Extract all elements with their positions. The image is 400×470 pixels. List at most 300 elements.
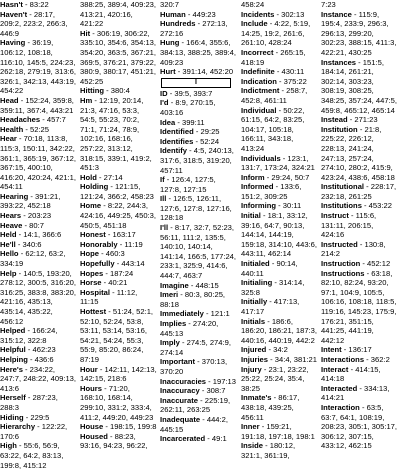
index-page-refs: - 52:25	[25, 124, 49, 134]
index-entry	[80, 182, 157, 201]
index-term: Identifies	[160, 136, 194, 146]
index-entry	[160, 396, 237, 415]
index-term: Initialing	[241, 278, 273, 288]
index-page-refs: - 452:12	[362, 259, 391, 269]
index-page-refs: - 444:2, 445:15	[160, 414, 228, 434]
index-page-refs: - 12:19, 20:14, 21:3, 47:16, 53:3, 54:5, 55:23, 70:2, 71:1, 71:24, 78:9, 102:16, 168:16, 257:22, 313:12, 318:15, 339:1, 419:2, 451:3	[80, 95, 152, 173]
index-term: Hitting	[80, 86, 105, 96]
index-entry	[241, 278, 318, 297]
index-term: Hope	[80, 249, 99, 259]
section-letter-header: I	[161, 78, 231, 88]
index-page-refs: - 449:23	[187, 9, 216, 19]
index-page-refs: - 126:5, 126:11, 127:6, 127:8, 127:16, 128:18	[160, 194, 232, 223]
index-page-refs: - 457:7	[42, 115, 66, 125]
index-term: Headaches	[0, 115, 41, 125]
index-term: Institution	[321, 124, 358, 134]
index-page-refs: - 115:9, 195:4, 233:9, 296:3, 296:13, 299:20, 302:23, 388:15, 411:3, 422:21, 430:25	[321, 9, 397, 57]
index-page-refs: - 142:11, 142:13, 142:15, 218:6	[80, 364, 157, 384]
index-term: Inner	[241, 422, 260, 432]
index-entry	[80, 307, 157, 365]
index-entry	[241, 441, 318, 460]
index-term: Identify	[160, 146, 188, 156]
index-page-refs: - 163:17	[107, 230, 136, 240]
index-entry	[0, 96, 77, 115]
index-entry	[80, 249, 157, 259]
index-term: Idea	[160, 117, 176, 127]
index-entry	[160, 0, 237, 10]
index-term: Hierarchy	[0, 422, 36, 432]
index-page-refs: - 391:21, 393:22, 452:18	[0, 191, 61, 211]
index-entry	[160, 386, 237, 396]
index-entry	[160, 89, 237, 99]
index-entry	[241, 173, 318, 183]
index-term: Held	[0, 230, 17, 240]
index-term: Hello	[0, 249, 19, 259]
index-term: Initial	[241, 211, 261, 221]
index-term: Identified	[160, 127, 194, 137]
index-entry	[321, 345, 398, 355]
index-term: Hearing	[0, 191, 29, 201]
index-entry	[160, 415, 237, 434]
index-term: Health	[0, 124, 24, 134]
index-page-refs: - 340:6	[17, 239, 42, 249]
index-term: Hottest	[80, 307, 107, 316]
index-entry	[160, 175, 237, 194]
index-entry	[321, 259, 398, 269]
index-entry	[321, 365, 398, 384]
index-term: Interaction	[321, 402, 360, 412]
index-page-refs: - 234:22, 247:7, 248:22, 409:13, 413:6	[0, 364, 77, 393]
index-entry	[80, 0, 157, 29]
index-term: Instead	[321, 115, 348, 125]
index-entry	[241, 86, 318, 105]
index-page-refs: 458:24	[241, 0, 265, 9]
index-entry	[321, 0, 398, 10]
index-page-refs: - 362:2	[366, 354, 390, 364]
index-page-refs: - 83:22	[25, 0, 49, 9]
index-term: Indefinite	[241, 67, 275, 77]
index-entry	[160, 357, 237, 376]
index-entry	[241, 297, 318, 316]
index-term: Instructions	[321, 268, 365, 278]
index-term: Hiding	[0, 412, 24, 422]
index-term: I'll	[160, 223, 169, 233]
index-page-refs: - 380:4	[106, 86, 130, 96]
index-column-4	[241, 0, 318, 460]
index-page-refs: - 40:21	[103, 278, 128, 288]
index-page-refs: - 136:17	[343, 345, 372, 355]
index-page-refs: - 370:13, 370:20	[160, 357, 228, 376]
index-term: Inmate's	[241, 393, 272, 403]
index-entry	[160, 319, 237, 338]
index-entry	[241, 48, 318, 67]
index-term: Injury	[241, 364, 262, 374]
index-page-refs: - 80:3, 80:25, 88:18	[160, 290, 226, 309]
index-entry	[0, 240, 77, 250]
index-term: If	[160, 175, 165, 185]
index-page-refs: - 121:15, 121:24, 366:2, 458:23	[80, 182, 154, 201]
index-entry	[80, 269, 157, 279]
index-term: Important	[160, 357, 196, 367]
index-entry	[241, 345, 318, 355]
index-term: Incarcerated	[160, 434, 206, 444]
index-entry	[241, 10, 318, 20]
index-term: Heave	[0, 220, 23, 230]
index-page-refs: - 274:5, 274:9, 274:14	[160, 338, 231, 357]
index-term: Interact	[321, 364, 349, 374]
index-term: Hopefully	[80, 259, 115, 269]
index-entry	[0, 393, 77, 412]
index-column-2	[80, 0, 157, 451]
index-entry	[0, 192, 77, 211]
index-term: Honest	[80, 230, 106, 240]
index-page-refs: - 8:9, 270:15, 403:16	[160, 98, 216, 117]
index-page-refs: - 133:6, 151:2, 309:25	[241, 182, 302, 201]
index-page-refs: - 414:15, 414:18	[321, 364, 381, 384]
index-entry	[160, 98, 237, 117]
index-page-refs: - 197:13	[208, 376, 237, 386]
index-page-refs: - 462:23	[27, 345, 56, 355]
index-term: Home	[80, 201, 102, 211]
index-page-refs: - 203:23	[23, 211, 52, 221]
index-entry	[160, 137, 237, 147]
index-term: Hasn't	[0, 0, 23, 9]
index-entry	[80, 259, 157, 269]
index-page-refs: - 123:1, 131:7, 173:24, 324:21	[241, 153, 315, 173]
index-page-refs: - 50:22, 61:15, 64:2, 83:25, 104:17, 105:18, 166:11, 343:18, 413:24	[241, 105, 305, 153]
index-page-refs: - 460:3	[101, 249, 125, 259]
index-page-refs: - 274:20, 445:13	[160, 319, 219, 338]
index-term: Hurt	[160, 67, 176, 77]
index-entry	[241, 365, 318, 394]
index-term: Initially	[241, 297, 268, 307]
index-page-refs: - 272:13, 272:16	[160, 19, 228, 38]
index-page-refs: - 121:1	[206, 309, 230, 319]
index-term: Helpful	[0, 345, 26, 355]
index-page-refs: - 55:6, 56:9, 63:22, 64:2, 83:13, 199:8, 415:12	[0, 441, 64, 470]
index-entry	[0, 422, 77, 441]
index-page-refs: - 287:23, 288:3	[0, 393, 58, 412]
index-entry	[321, 403, 398, 451]
index-page-refs: 320:7	[160, 0, 180, 9]
index-term: Helping	[0, 354, 28, 364]
index-entry	[0, 326, 77, 345]
index-term: Imagine	[160, 280, 189, 290]
index-page-refs: - 228:17, 232:18, 261:25	[321, 182, 397, 201]
index-term: Hopes	[80, 268, 104, 278]
index-page-refs: - 187:24	[105, 268, 134, 278]
index-page-refs: - 151:5, 184:14, 261:21, 302:14, 303:23, 308:19, 308:25, 348:25, 357:24, 447:5, 459:8, 465:12, 465:14	[321, 57, 398, 115]
index-page-refs: - 29:25	[195, 127, 220, 137]
index-term: Interactions	[321, 354, 365, 364]
index-term: Haven't	[0, 9, 28, 19]
index-page-refs: - 122:22, 170:6	[0, 422, 68, 441]
index-term: I'd	[160, 98, 169, 108]
index-entry	[160, 67, 237, 77]
index-entry	[160, 309, 237, 319]
index-entry	[241, 67, 318, 77]
index-page-refs: - 88:23, 93:16, 94:23, 96:22,	[80, 431, 148, 451]
index-entry	[80, 29, 157, 87]
index-page-refs: - 198:15, 199:8	[105, 422, 157, 432]
index-entry	[160, 19, 237, 38]
index-entry	[0, 38, 77, 96]
index-page-refs: - 8:22, 244:3, 424:16, 449:25, 450:3, 450:5, 451:18	[80, 201, 157, 230]
index-page-refs: - 166:24, 315:12, 322:8	[0, 326, 58, 345]
index-entry	[241, 393, 318, 422]
index-entry	[241, 77, 318, 87]
index-term: Injured	[241, 345, 267, 355]
index-entry	[0, 134, 77, 192]
index-term: Hundreds	[160, 19, 196, 29]
index-entry	[0, 413, 77, 423]
index-term: Hour	[80, 364, 98, 374]
index-page-refs: - 375:22	[278, 76, 307, 86]
index-page-refs: - 159:21, 191:18, 197:18, 198:1	[241, 422, 315, 441]
index-term: Imply	[160, 338, 180, 348]
index-page-refs: - 18:1, 33:12, 39:16, 64:7, 90:13, 144:14, 144:19, 159:18, 314:10, 443:6, 443:11, 462:14	[241, 211, 318, 259]
index-entry	[241, 317, 318, 346]
index-page-refs: - 308:7	[201, 386, 226, 396]
index-page-refs: - 34:2	[268, 345, 288, 355]
index-term: Inform	[241, 172, 265, 182]
index-entry	[241, 201, 318, 211]
index-page-refs: - 63:18, 82:10, 82:24, 93:20, 97:1, 104:9, 105:5, 106:16, 108:18, 118:5, 119:16, 145:23, 175:9, 176:21, 351:15, 441:25, 441:19, 442:12	[321, 268, 397, 345]
index-term: Initialed	[241, 259, 270, 269]
index-term: Help	[0, 268, 17, 278]
index-entry	[160, 377, 237, 387]
index-entry	[0, 211, 77, 221]
index-term: High	[0, 441, 17, 451]
index-term: House	[80, 422, 104, 432]
index-page-refs: - 71:20, 168:10, 168:14, 299:10, 331:2, 333:4, 411:2, 449:20, 449:23	[80, 383, 154, 422]
index-entry	[160, 10, 237, 20]
index-page-refs: - 417:13, 417:17	[241, 297, 300, 316]
index-entry	[0, 10, 77, 39]
index-term: Ill	[160, 194, 167, 204]
index-page-refs: 7:23	[321, 0, 336, 9]
index-page-refs: - 302:13	[276, 9, 305, 19]
index-term: Hear	[0, 134, 17, 144]
index-page-refs: - 180:12, 321:1, 361:19,	[241, 441, 296, 460]
index-entry	[160, 118, 237, 128]
index-term: Inaccuracies	[160, 376, 207, 386]
index-page-refs: - 453:22	[364, 201, 392, 211]
index-entry	[80, 365, 157, 384]
index-entry	[160, 194, 237, 223]
index-page-refs: - 391:14, 452:20	[177, 67, 234, 77]
index-entry	[241, 19, 318, 48]
index-page-refs: - 430:11	[276, 67, 305, 77]
index-term: Inside	[241, 441, 263, 451]
index-entry	[0, 355, 77, 365]
index-page-refs: - 314:14, 325:8	[241, 278, 305, 297]
index-term: Interacted	[321, 383, 358, 393]
index-term: Implies	[160, 319, 187, 328]
index-term: Housed	[80, 431, 108, 441]
index-entry	[241, 154, 318, 173]
index-term: Indictment	[241, 86, 280, 96]
index-term: Instances	[321, 57, 357, 67]
index-term: Include	[241, 19, 268, 29]
index-page-refs: - 448:15	[190, 280, 219, 290]
index-column-5	[321, 0, 398, 451]
index-entry	[0, 230, 77, 240]
index-entry	[321, 269, 398, 346]
index-entry	[321, 201, 398, 211]
index-term: Hours	[80, 383, 102, 393]
index-page-refs: - 4:22, 5:19, 14:25, 19:2, 261:6, 261:10, 428:24	[241, 19, 311, 48]
index-page-refs: - 186:6, 186:20, 186:21, 187:3, 440:16, 440:19, 442:2	[241, 316, 318, 345]
index-entry	[241, 355, 318, 365]
index-entry	[0, 441, 77, 470]
index-entry	[80, 432, 157, 451]
index-page-refs: - 29:24, 50:7	[266, 172, 310, 182]
index-entry	[0, 345, 77, 355]
index-page-refs: - 271:23	[349, 115, 378, 125]
index-page-refs: - 62:12, 63:2, 334:19	[0, 249, 66, 269]
index-page-refs: - 21:8, 225:22, 226:12, 228:13, 241:24, 247:13, 257:24, 274:10, 280:2, 415:9, 423:24, 438:6, 458:18	[321, 124, 395, 182]
index-page-refs: - 334:13, 414:21	[321, 383, 390, 403]
index-entry	[80, 96, 157, 173]
index-entry	[80, 173, 157, 183]
index-entry	[0, 115, 77, 125]
index-entry	[321, 10, 398, 58]
index-entry	[80, 384, 157, 422]
index-term: Intent	[321, 345, 342, 355]
index-term: Inaccurate	[160, 395, 198, 405]
index-term: Head	[0, 95, 19, 105]
index-page-refs: - 30:11	[278, 201, 302, 211]
index-entry	[321, 240, 398, 259]
index-page-refs: - 36:19, 106:12, 108:18, 116:10, 145:5, 224:23, 262:18, 279:19, 313:6, 326:1, 342:13, 443:19, 454:22	[0, 38, 77, 96]
index-entry	[160, 127, 237, 137]
index-term: Incidents	[241, 9, 275, 19]
index-entry	[160, 281, 237, 291]
index-term: Indication	[241, 76, 277, 86]
index-term: Institutional	[321, 182, 365, 192]
index-entry	[80, 278, 157, 288]
index-term: Incorrect	[241, 47, 274, 57]
index-term: ID	[160, 88, 168, 98]
index-page-refs: - 28:17, 209:2, 223:2, 266:3, 446:9	[0, 9, 68, 38]
index-page-refs: - 11:12, 11:15	[80, 287, 138, 307]
index-page-refs: - 306:19, 306:22, 335:10, 354:6, 354:13, 354:20, 363:5, 367:21, 369:5, 376:21, 379:22, 380:9, 380:17, 451:21, 452:25	[80, 28, 157, 86]
index-entry	[241, 422, 318, 441]
index-page-refs: - 258:7, 452:8, 461:11	[241, 86, 308, 105]
index-page-refs: - 52:24	[195, 136, 220, 146]
index-page-refs: - 436:6	[29, 354, 54, 364]
index-term: Instructed	[321, 239, 358, 249]
index-term: Having	[0, 38, 26, 48]
index-term: Human	[160, 9, 186, 19]
index-term: Initials	[241, 316, 266, 326]
index-entry	[321, 58, 398, 116]
index-entry	[80, 240, 157, 250]
index-entry	[0, 249, 77, 268]
index-page-refs: - 14:1, 366:6	[18, 230, 62, 240]
index-page-refs: - 229:5	[25, 412, 50, 422]
index-term: Immediately	[160, 309, 204, 319]
index-entry	[80, 230, 157, 240]
index-term: Informed	[241, 182, 274, 192]
index-entry	[160, 338, 237, 357]
index-page-refs: - 8:17, 32:7, 52:23, 56:11, 111:2, 135:5, 140:10, 140:14, 141:14, 166:5, 177:24, 233:1, 325:9, 414:6, 444:7, 463:7	[160, 223, 237, 281]
index-entry	[160, 146, 237, 175]
index-term: Holding	[80, 182, 109, 192]
index-entry	[241, 0, 318, 10]
index-entry	[80, 201, 157, 230]
index-entry	[241, 182, 318, 201]
index-entry	[0, 221, 77, 231]
index-entry	[321, 125, 398, 183]
index-entry	[0, 365, 77, 394]
index-term: Helped	[0, 326, 26, 336]
index-entry	[321, 384, 398, 403]
index-page-refs: - 90:14, 440:11	[241, 259, 298, 278]
index-entry	[241, 106, 318, 154]
index-term: Inaccuracy	[160, 386, 200, 396]
index-page-refs: - 115:6, 131:11, 206:15, 424:16	[321, 211, 377, 240]
index-page-refs: - 140:5, 193:20, 278:12, 300:5, 316:20, 316:25, 383:8, 383:20, 421:16, 435:13, 435:14, 435:22, 456:12	[0, 268, 77, 326]
index-term: Imeri	[160, 290, 179, 300]
index-entry	[241, 259, 318, 278]
index-page-refs: - 152:24, 359:8, 359:11, 367:4, 443:21	[0, 95, 74, 115]
index-page-refs: - 443:14	[116, 259, 145, 269]
index-term: Honorably	[80, 239, 118, 249]
index-term: Instruct	[321, 211, 349, 221]
index-term: Individuals	[241, 153, 281, 163]
index-page-refs: - 399:11	[177, 117, 205, 127]
index-term: Injuries	[241, 354, 269, 364]
index-entry	[0, 125, 77, 135]
index-term: Hospital	[80, 287, 110, 297]
index-term: He'll	[0, 239, 16, 249]
index-term: Horse	[80, 278, 102, 288]
index-page-refs: - 130:8, 214:2	[321, 239, 386, 259]
index-term: Hm	[80, 95, 93, 105]
index-page-refs: 388:25, 389:4, 409:23, 413:21, 420:16, 421:22	[80, 0, 157, 29]
index-page-refs: - 23:1, 23:22, 25:22, 25:24, 35:4, 38:25	[241, 364, 309, 393]
index-page-refs: - 126:4, 127:5, 127:8, 127:15	[160, 175, 216, 194]
index-entry	[0, 0, 77, 10]
index-page-refs: - 49:1	[207, 434, 227, 444]
index-page-refs: - 51:24, 52:1, 52:10, 52:24, 53:8, 53:11, 53:14, 53:16, 54:21, 54:24, 55:3, 55:9, 85:20, 86:24, 87:19	[80, 307, 154, 364]
index-entry	[0, 269, 77, 327]
index-entry	[80, 422, 157, 432]
index-entry	[241, 211, 318, 259]
index-page-refs: - 39:5, 393:7	[169, 88, 213, 98]
index-page-refs: - 11:19	[119, 239, 143, 249]
index-column-3	[160, 0, 237, 444]
index-entry	[80, 288, 157, 307]
index-entry	[321, 355, 398, 365]
index-term: Individual	[241, 105, 277, 115]
index-term: Here's	[0, 364, 23, 374]
index-page-refs: - 225:19, 262:11, 263:25	[160, 395, 231, 415]
index-entry	[321, 211, 398, 240]
index-term: Hold	[80, 172, 97, 182]
index-entry	[321, 182, 398, 201]
index-term: Inadequate	[160, 414, 201, 424]
index-term: Informing	[241, 201, 277, 211]
index-entry	[160, 38, 237, 67]
index-term: Herself	[0, 393, 26, 403]
index-page-refs: - 4:5, 240:13, 317:6, 318:5, 319:20, 457:11	[160, 146, 234, 175]
index-page-refs: - 86:17, 438:18, 439:25, 456:11	[241, 393, 300, 422]
index-term: Institutions	[321, 201, 362, 211]
index-page-refs: - 27:14	[99, 172, 123, 182]
